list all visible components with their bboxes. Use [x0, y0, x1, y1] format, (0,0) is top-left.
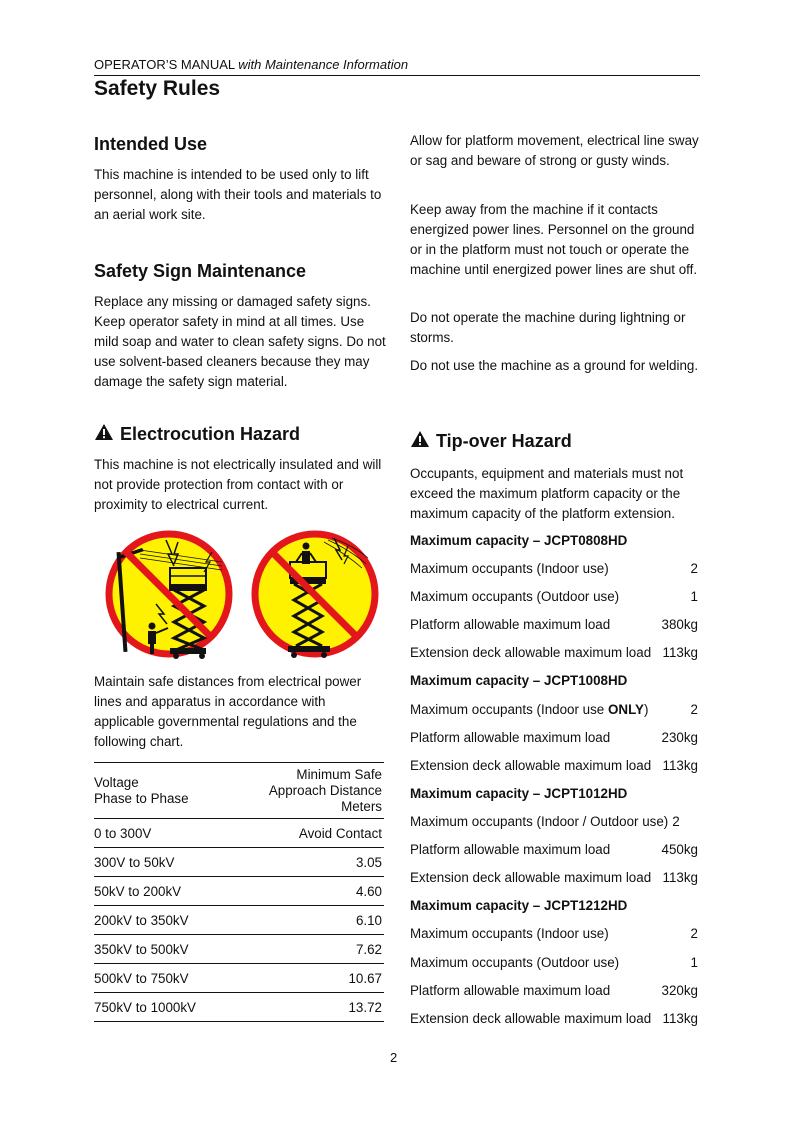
distance-cell: 7.62: [230, 935, 384, 964]
capacity-row: Platform allowable maximum load 320kg: [410, 983, 698, 998]
capacity-heading-jcpt1008hd: Maximum capacity – JCPT1008HD: [410, 673, 628, 688]
voltage-cell: 0 to 300V: [94, 819, 230, 848]
capacity-row: Extension deck allowable maximum load 113kg: [410, 870, 698, 885]
distance-cell: 10.67: [230, 964, 384, 993]
distance-cell: 4.60: [230, 877, 384, 906]
warning-triangle-icon: [410, 430, 430, 448]
distance-cell: 3.05: [230, 848, 384, 877]
electrocution-heading-label: Electrocution Hazard: [120, 424, 301, 444]
capacity-row: Maximum occupants (Outdoor use) 1: [410, 955, 698, 970]
heading-electrocution-hazard: [94, 423, 300, 445]
tipover-text: Occupants, equipment and materials must not exceed the maximum platform capacity or the maximum capacity of the platform extension.: [410, 466, 684, 521]
voltage-cell: 200kV to 350kV: [94, 906, 230, 935]
capacity-row: Maximum occupants (Indoor use ONLY) 2: [410, 702, 698, 717]
welding-text: Do not use the machine as a ground for welding.: [410, 358, 699, 373]
heading-tipover-hazard: [410, 430, 572, 452]
manual-subtitle: with Maintenance Information: [238, 57, 409, 72]
capacity-row: Platform allowable maximum load 380kg: [410, 617, 698, 632]
no-power-line-contact-sign-icon: [104, 528, 234, 662]
warning-triangle-icon: [94, 423, 114, 441]
tipover-heading-label: Tip-over Hazard: [436, 431, 572, 451]
page-title: Safety Rules: [94, 77, 221, 100]
capacity-row: Maximum occupants (Indoor / Outdoor use) 2: [410, 814, 680, 829]
table-row: [94, 848, 384, 877]
lightning-text: Do not operate the machine during lightning or storms.: [410, 310, 686, 345]
electrocution-pictograms: [104, 528, 384, 662]
capacity-row: Extension deck allowable maximum load 113kg: [410, 758, 698, 773]
distance-column-header: Minimum Safe Approach Distance Meters: [230, 763, 384, 819]
table-row: [94, 906, 384, 935]
distance-cell: 6.10: [230, 906, 384, 935]
platform-movement-text: Allow for platform movement, electrical line sway or sag and beware of strong or gusty winds.: [410, 133, 699, 168]
safety-sign-maintenance-text: Replace any missing or damaged safety signs. Keep operator safety in mind at all times. Use mild soap and water to clean safety signs. Do not use solvent-based cleaners because they may damage the safety sign material.: [94, 294, 386, 389]
distance-cell: 13.72: [230, 993, 384, 1022]
table-row: [94, 877, 384, 906]
capacity-row: Extension deck allowable maximum load 113kg: [410, 645, 698, 660]
heading-intended-use: Intended Use: [94, 134, 208, 154]
table-header-row: [94, 763, 384, 819]
voltage-cell: 300V to 50kV: [94, 848, 230, 877]
intended-use-text: This machine is intended to be used only to lift personnel, along with their tools and materials to an aerial work site.: [94, 167, 382, 222]
electrocution-text: This machine is not electrically insulated and will not provide protection from contact with or proximity to electrical current.: [94, 457, 382, 512]
table-row: [94, 993, 384, 1022]
table-row: [94, 819, 384, 848]
capacity-row: Maximum occupants (Indoor use) 2: [410, 926, 698, 941]
capacity-heading-jcpt0808hd: Maximum capacity – JCPT0808HD: [410, 533, 628, 548]
safe-distance-text: Maintain safe distances from electrical power lines and apparatus in accordance with applicable governmental regulations and the following chart.: [94, 674, 362, 749]
heading-safety-sign-maintenance: Safety Sign Maintenance: [94, 261, 307, 281]
manual-title: OPERATOR’S MANUAL: [94, 57, 235, 72]
no-overhead-line-contact-sign-icon: [250, 528, 380, 662]
keep-away-text: Keep away from the machine if it contacts energized power lines. Personnel on the ground or in the platform must not touch or operate the machine until energized power lines are shut off.: [410, 202, 698, 277]
voltage-distance-table: [94, 762, 384, 1022]
capacity-row: Platform allowable maximum load 230kg: [410, 730, 698, 745]
running-header: [94, 56, 700, 76]
voltage-cell: 50kV to 200kV: [94, 877, 230, 906]
page-number: 2: [390, 1050, 398, 1065]
voltage-cell: 750kV to 1000kV: [94, 993, 230, 1022]
capacity-row: Maximum occupants (Outdoor use) 1: [410, 589, 698, 604]
table-row: [94, 935, 384, 964]
distance-cell: Avoid Contact: [230, 819, 384, 848]
capacity-row: Maximum occupants (Indoor use) 2: [410, 561, 698, 576]
capacity-row: Extension deck allowable maximum load 113kg: [410, 1011, 698, 1026]
table-row: [94, 964, 384, 993]
voltage-cell: 500kV to 750kV: [94, 964, 230, 993]
capacity-heading-jcpt1212hd: Maximum capacity – JCPT1212HD: [410, 898, 628, 913]
voltage-column-header: Voltage Phase to Phase: [94, 763, 230, 819]
voltage-cell: 350kV to 500kV: [94, 935, 230, 964]
capacity-heading-jcpt1012hd: Maximum capacity – JCPT1012HD: [410, 786, 628, 801]
capacity-row: Platform allowable maximum load 450kg: [410, 842, 698, 857]
